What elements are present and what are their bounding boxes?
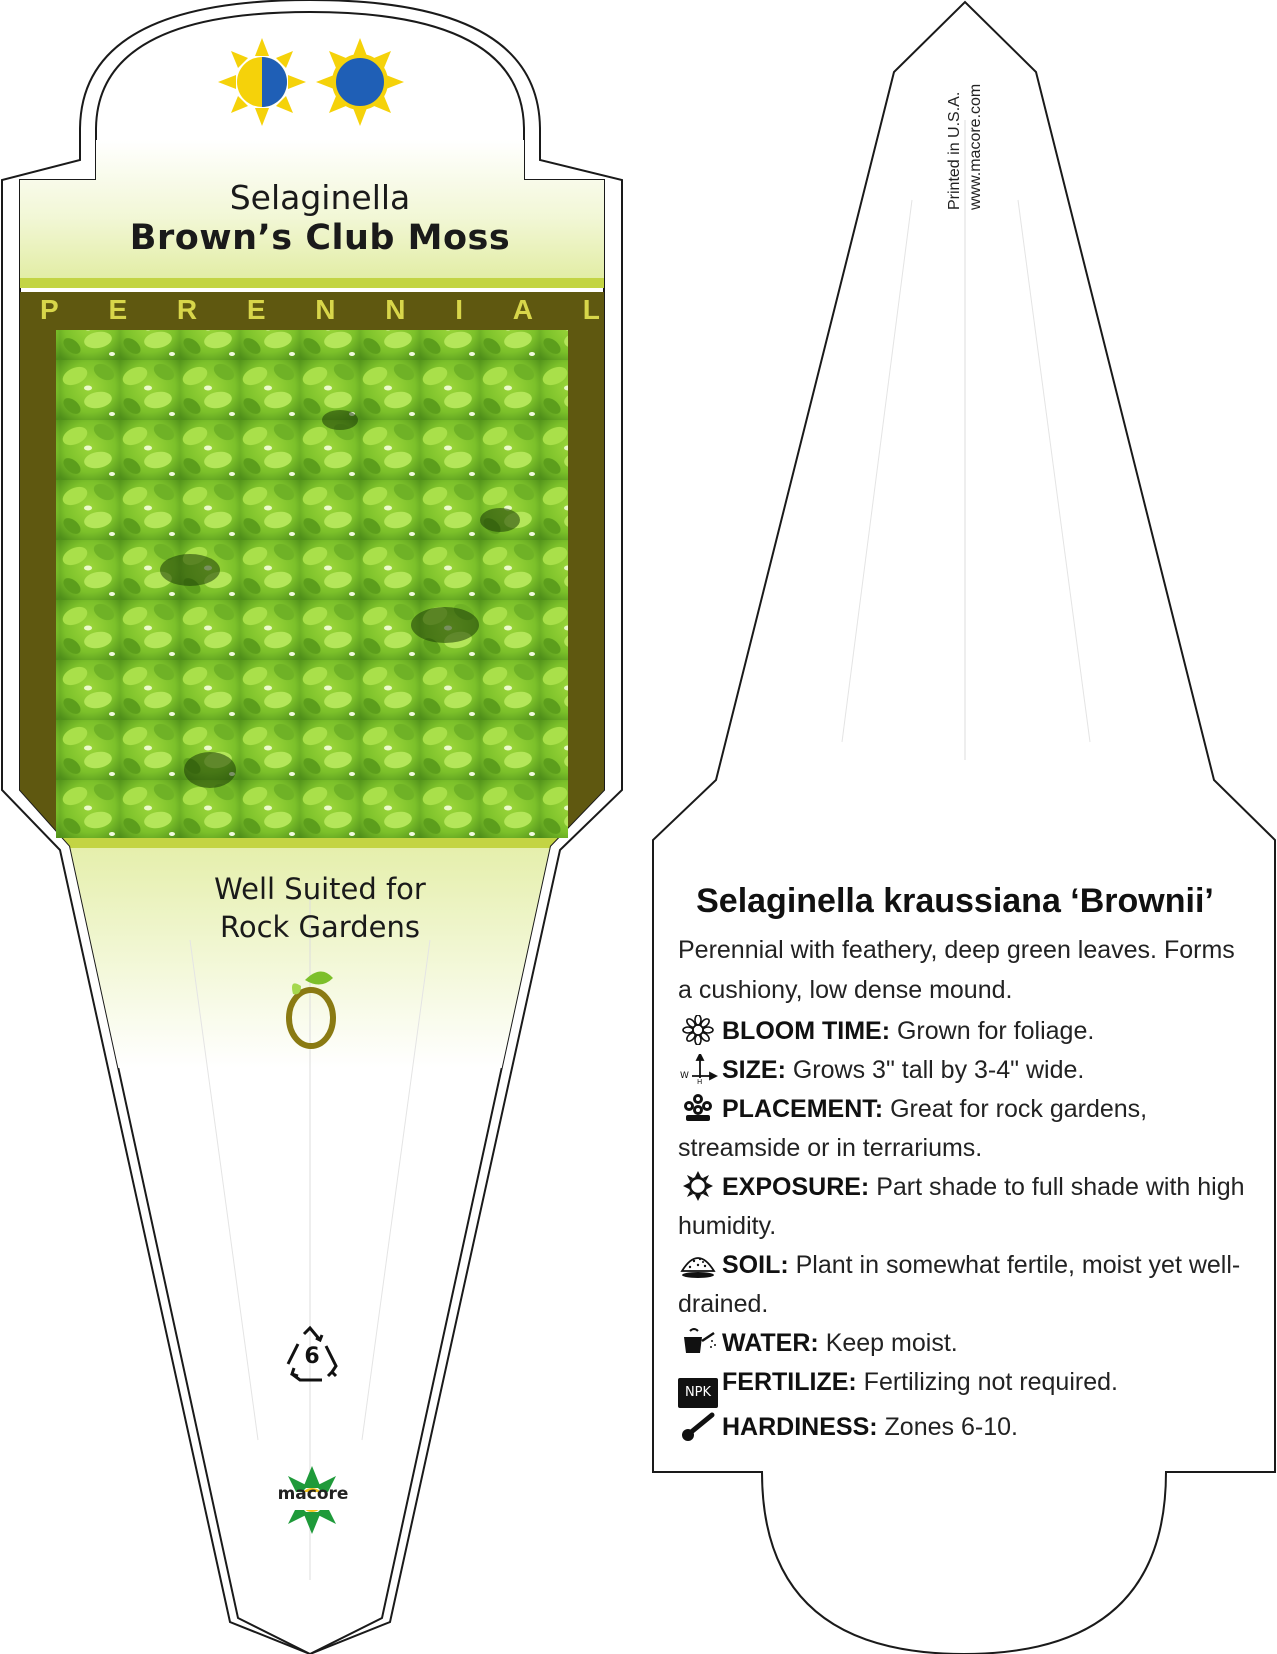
cultivar-name: Brown’s Club Moss xyxy=(129,218,511,258)
care-text: Grown for foliage. xyxy=(896,1017,1095,1045)
care-text: Grows 3" tall by 3-4" wide. xyxy=(792,1056,1085,1084)
size-arrows-icon xyxy=(678,1054,718,1084)
care-label: PLACEMENT: xyxy=(722,1095,884,1123)
category-letter: P xyxy=(40,294,59,325)
care-row-water xyxy=(678,1324,1248,1363)
category-banner xyxy=(40,294,600,326)
care-info xyxy=(678,1012,1248,1447)
watering-can-icon xyxy=(678,1327,718,1357)
svg-text:W: W xyxy=(680,1071,689,1081)
care-label: BLOOM TIME: xyxy=(722,1017,891,1045)
soil-icon xyxy=(678,1249,718,1279)
tagline-line: Well Suited for xyxy=(214,872,426,906)
sun-icon xyxy=(678,1171,718,1201)
care-row-placement xyxy=(678,1090,1248,1168)
care-label: FERTILIZE: xyxy=(722,1368,857,1396)
category-letter: A xyxy=(512,294,534,325)
category-letter: R xyxy=(176,294,198,325)
category-letter: E xyxy=(246,294,266,325)
care-row-exposure xyxy=(678,1168,1248,1246)
botanical-name: Selaginella kraussiana ‘Brownii’ xyxy=(696,882,1214,920)
thermometer-icon xyxy=(678,1411,718,1441)
care-row-bloom xyxy=(678,1012,1248,1051)
printed-note xyxy=(944,84,986,210)
full-shade-sun-icon xyxy=(316,38,404,126)
care-text: Fertilizing not required. xyxy=(863,1368,1118,1396)
svg-text:H: H xyxy=(697,1078,703,1084)
care-label: WATER: xyxy=(722,1329,819,1357)
care-row-fertilize xyxy=(678,1363,1248,1408)
recycle-number: 6 xyxy=(304,1344,320,1369)
tagline-line: Rock Gardens xyxy=(220,910,420,944)
care-label: SOIL: xyxy=(722,1251,789,1279)
care-label: SIZE: xyxy=(722,1056,786,1084)
category-letter: E xyxy=(108,294,128,325)
care-text: Keep moist. xyxy=(825,1329,958,1357)
flower-icon xyxy=(678,1015,718,1045)
printed-line: Printed in U.S.A. xyxy=(946,91,963,210)
fertilizer-icon: NPK xyxy=(678,1378,718,1408)
tagline xyxy=(150,870,490,946)
brand-name: macore xyxy=(277,1484,349,1504)
category-letter: I xyxy=(455,294,464,325)
care-label: EXPOSURE: xyxy=(722,1173,870,1201)
category-letter: N xyxy=(315,294,336,325)
care-text: Zones 6-10. xyxy=(884,1413,1018,1441)
care-text: Great for rock gardens, streamside or in terrariums. xyxy=(678,1095,1148,1162)
website-line: www.macore.com xyxy=(967,83,984,210)
common-name: Selaginella xyxy=(229,178,411,217)
category-letter: L xyxy=(582,294,600,325)
care-row-soil xyxy=(678,1246,1248,1324)
plants-icon xyxy=(678,1093,718,1123)
care-row-size xyxy=(678,1051,1248,1090)
care-row-hardiness xyxy=(678,1408,1248,1447)
care-label: HARDINESS: xyxy=(722,1413,878,1441)
plant-description: Perennial with feathery, deep green leaves. Forms a cushiony, low dense mound. xyxy=(678,936,1235,1004)
care-text: Plant in somewhat fertile, moist yet well-drained. xyxy=(678,1251,1241,1318)
plant-photo xyxy=(56,330,568,838)
category-letter: N xyxy=(385,294,406,325)
part-shade-sun-icon xyxy=(218,38,306,126)
care-text: Part shade to full shade with high humidity. xyxy=(678,1173,1245,1240)
